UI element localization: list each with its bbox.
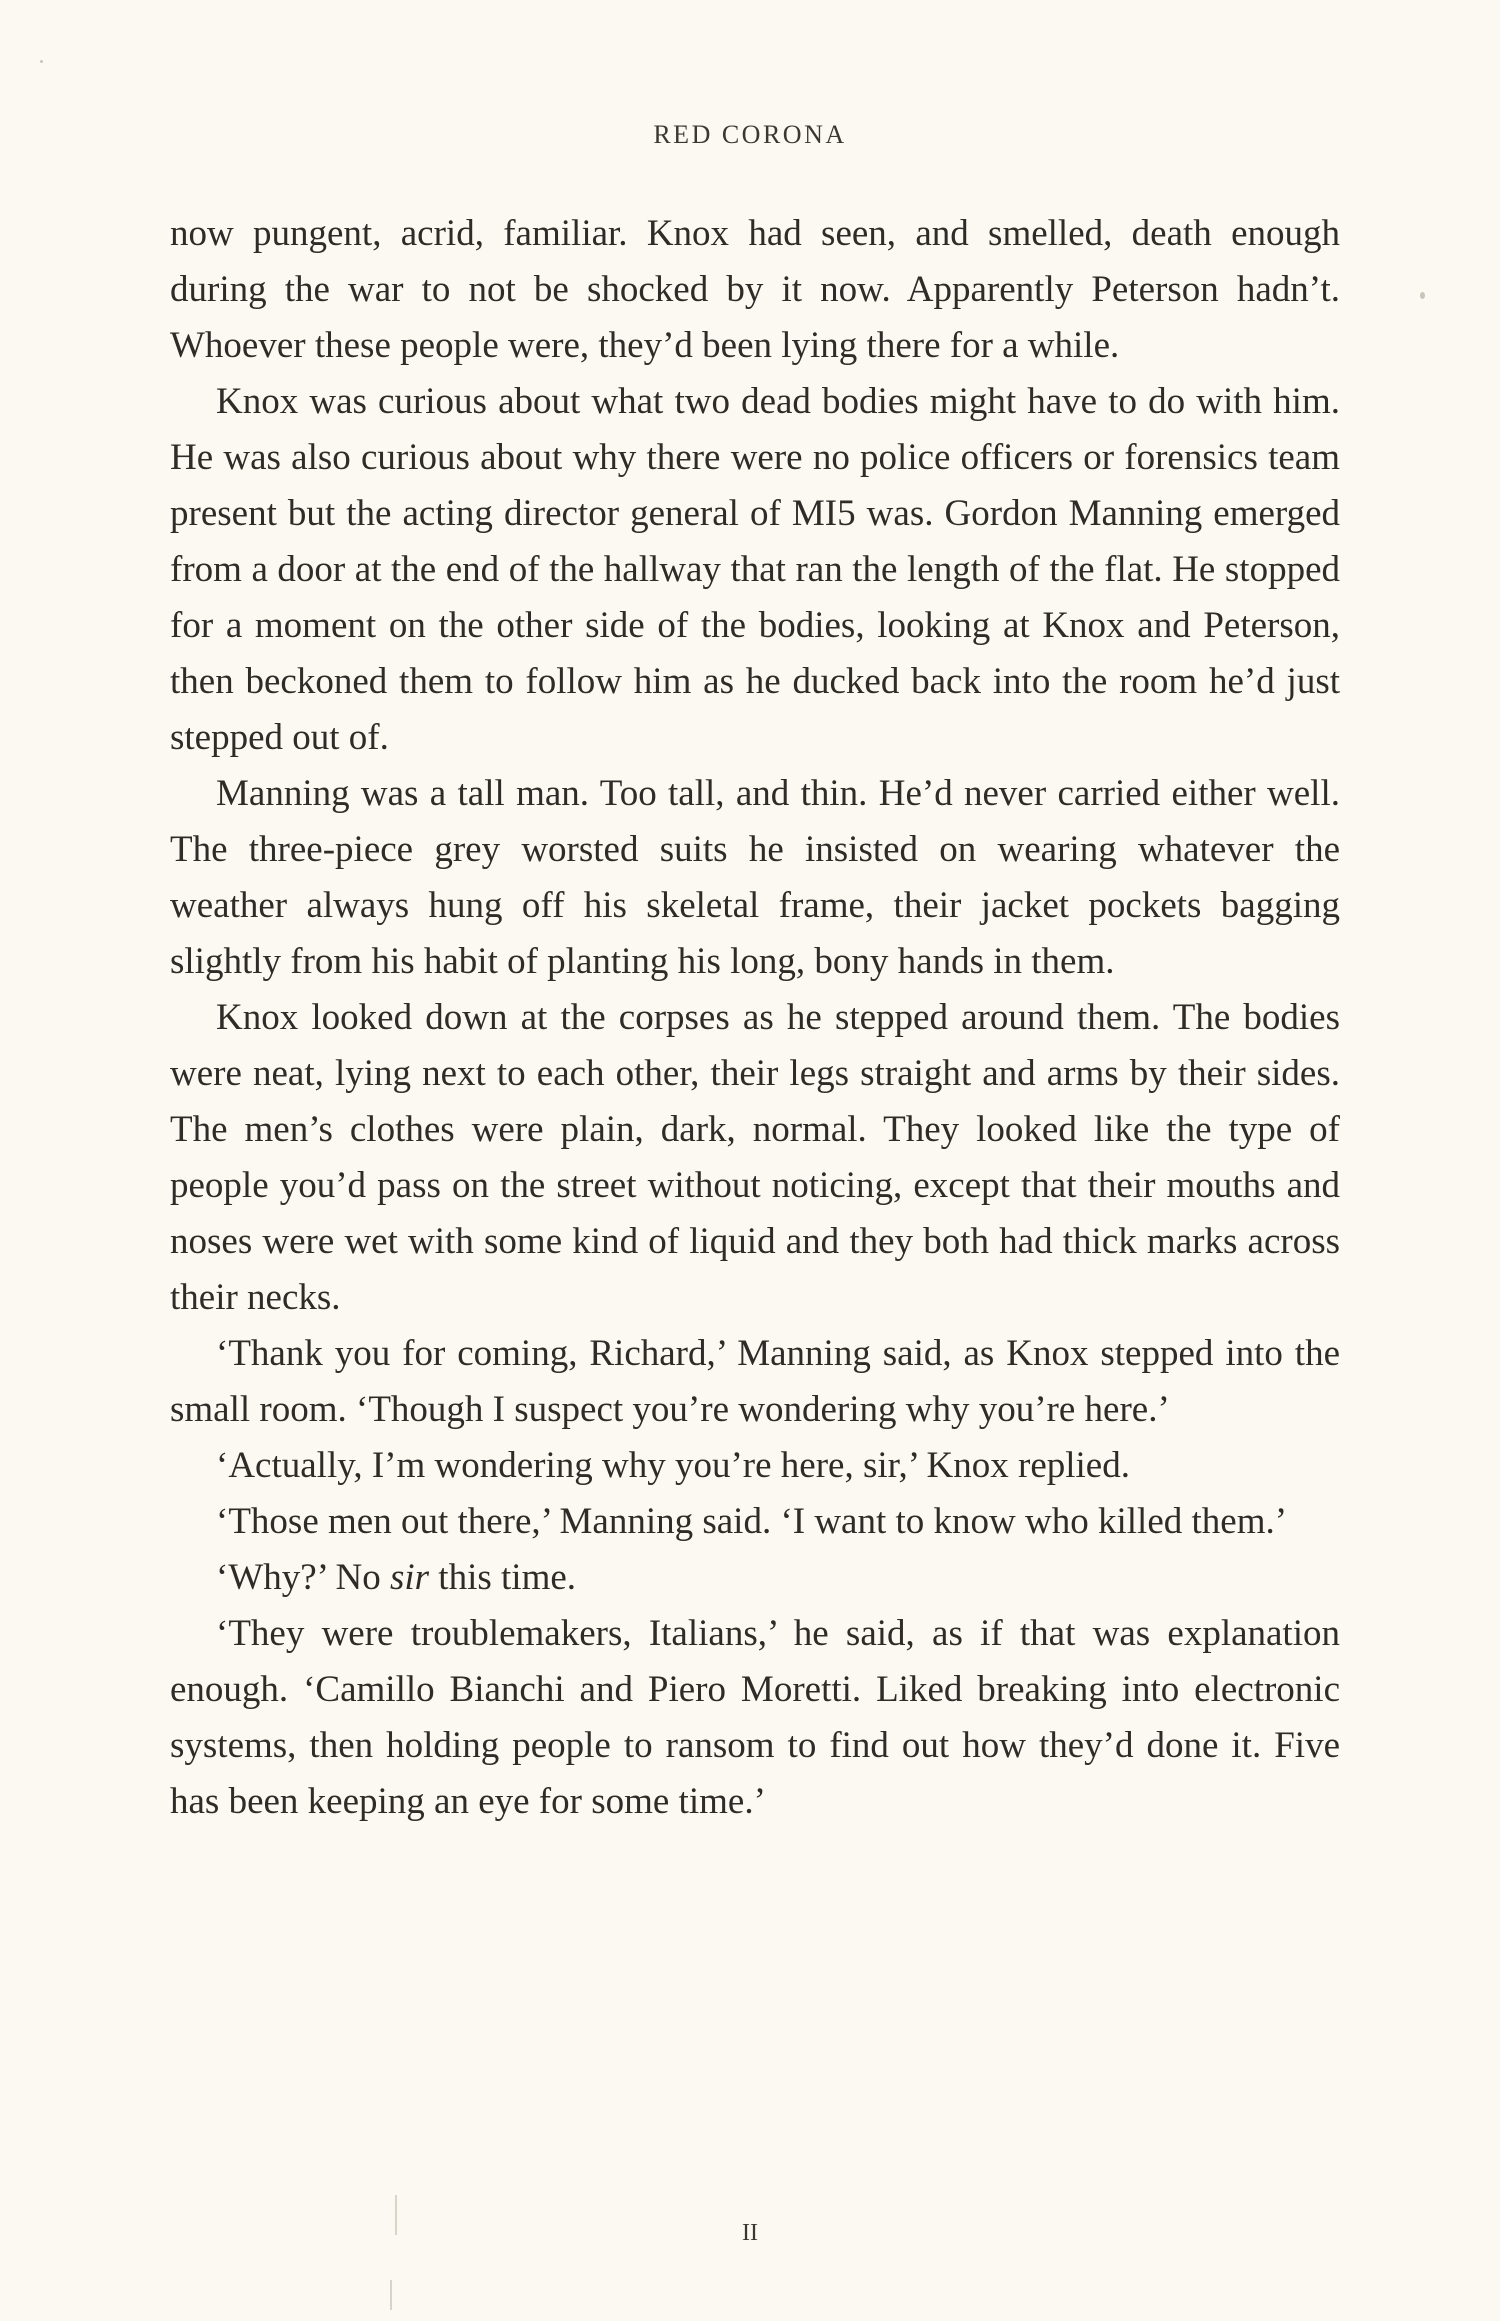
scan-speck — [40, 60, 43, 63]
paragraph: Knox looked down at the corpses as he stepped around them. The bodies were neat, lying next to each other, their legs straight and arms by their sides. The men’s clothes were plain, dark, normal. They looked like the type of people you’d pass on the street without noticing, except that their mouths and noses were wet with some kind of liquid and they both had thick marks across their necks. — [170, 997, 1340, 1318]
paragraph-why — [170, 1550, 1340, 1606]
why-text-after: this time. — [429, 1557, 577, 1598]
paragraph: now pungent, acrid, familiar. Knox had seen, and smelled, death enough during the war to not be shocked by it now. Apparently Peterson hadn’t. Whoever these people were, they’d been lying there for a while. — [170, 213, 1340, 366]
scan-crease — [390, 2280, 392, 2310]
running-head: RED CORONA — [653, 120, 847, 149]
why-emphasis: sir — [389, 1557, 430, 1598]
paragraph: ‘They were troublemakers, Italians,’ he said, as if that was explanation enough. ‘Camillo Bianchi and Piero Moretti. Liked breaking into electronic systems, then holding people to ransom to find out how they’d done it. Five has been keeping an eye for some time.’ — [170, 1613, 1340, 1822]
text-block — [170, 206, 1340, 1830]
paragraph: ‘Those men out there,’ Manning said. ‘I want to know who killed them.’ — [216, 1501, 1288, 1542]
scan-speck — [1420, 292, 1425, 299]
paragraph: ‘Actually, I’m wondering why you’re here, sir,’ Knox replied. — [216, 1445, 1130, 1486]
why-text-before: ‘Why?’ No — [216, 1557, 390, 1598]
page-number: II — [742, 2220, 758, 2246]
paragraph: Manning was a tall man. Too tall, and thin. He’d never carried either well. The three-piece grey worsted suits he insisted on wearing whatever the weather always hung off his skeletal frame, their jacket pockets bagging slightly from his habit of planting his long, bony hands in them. — [170, 773, 1340, 982]
scan-crease — [395, 2195, 397, 2235]
paragraph: ‘Thank you for coming, Richard,’ Manning said, as Knox stepped into the small room. ‘Though I suspect you’re wondering why you’re here.’ — [170, 1333, 1340, 1430]
paragraph: Knox was curious about what two dead bodies might have to do with him. He was also curious about why there were no police officers or forensics team present but the acting director general of MI5 was. Gordon Manning emerged from a door at the end of the hallway that ran the length of the flat. He stopped for a moment on the other side of the bodies, looking at Knox and Peterson, then beckoned them to follow him as he ducked back into the room he’d just stepped out of. — [170, 381, 1340, 758]
